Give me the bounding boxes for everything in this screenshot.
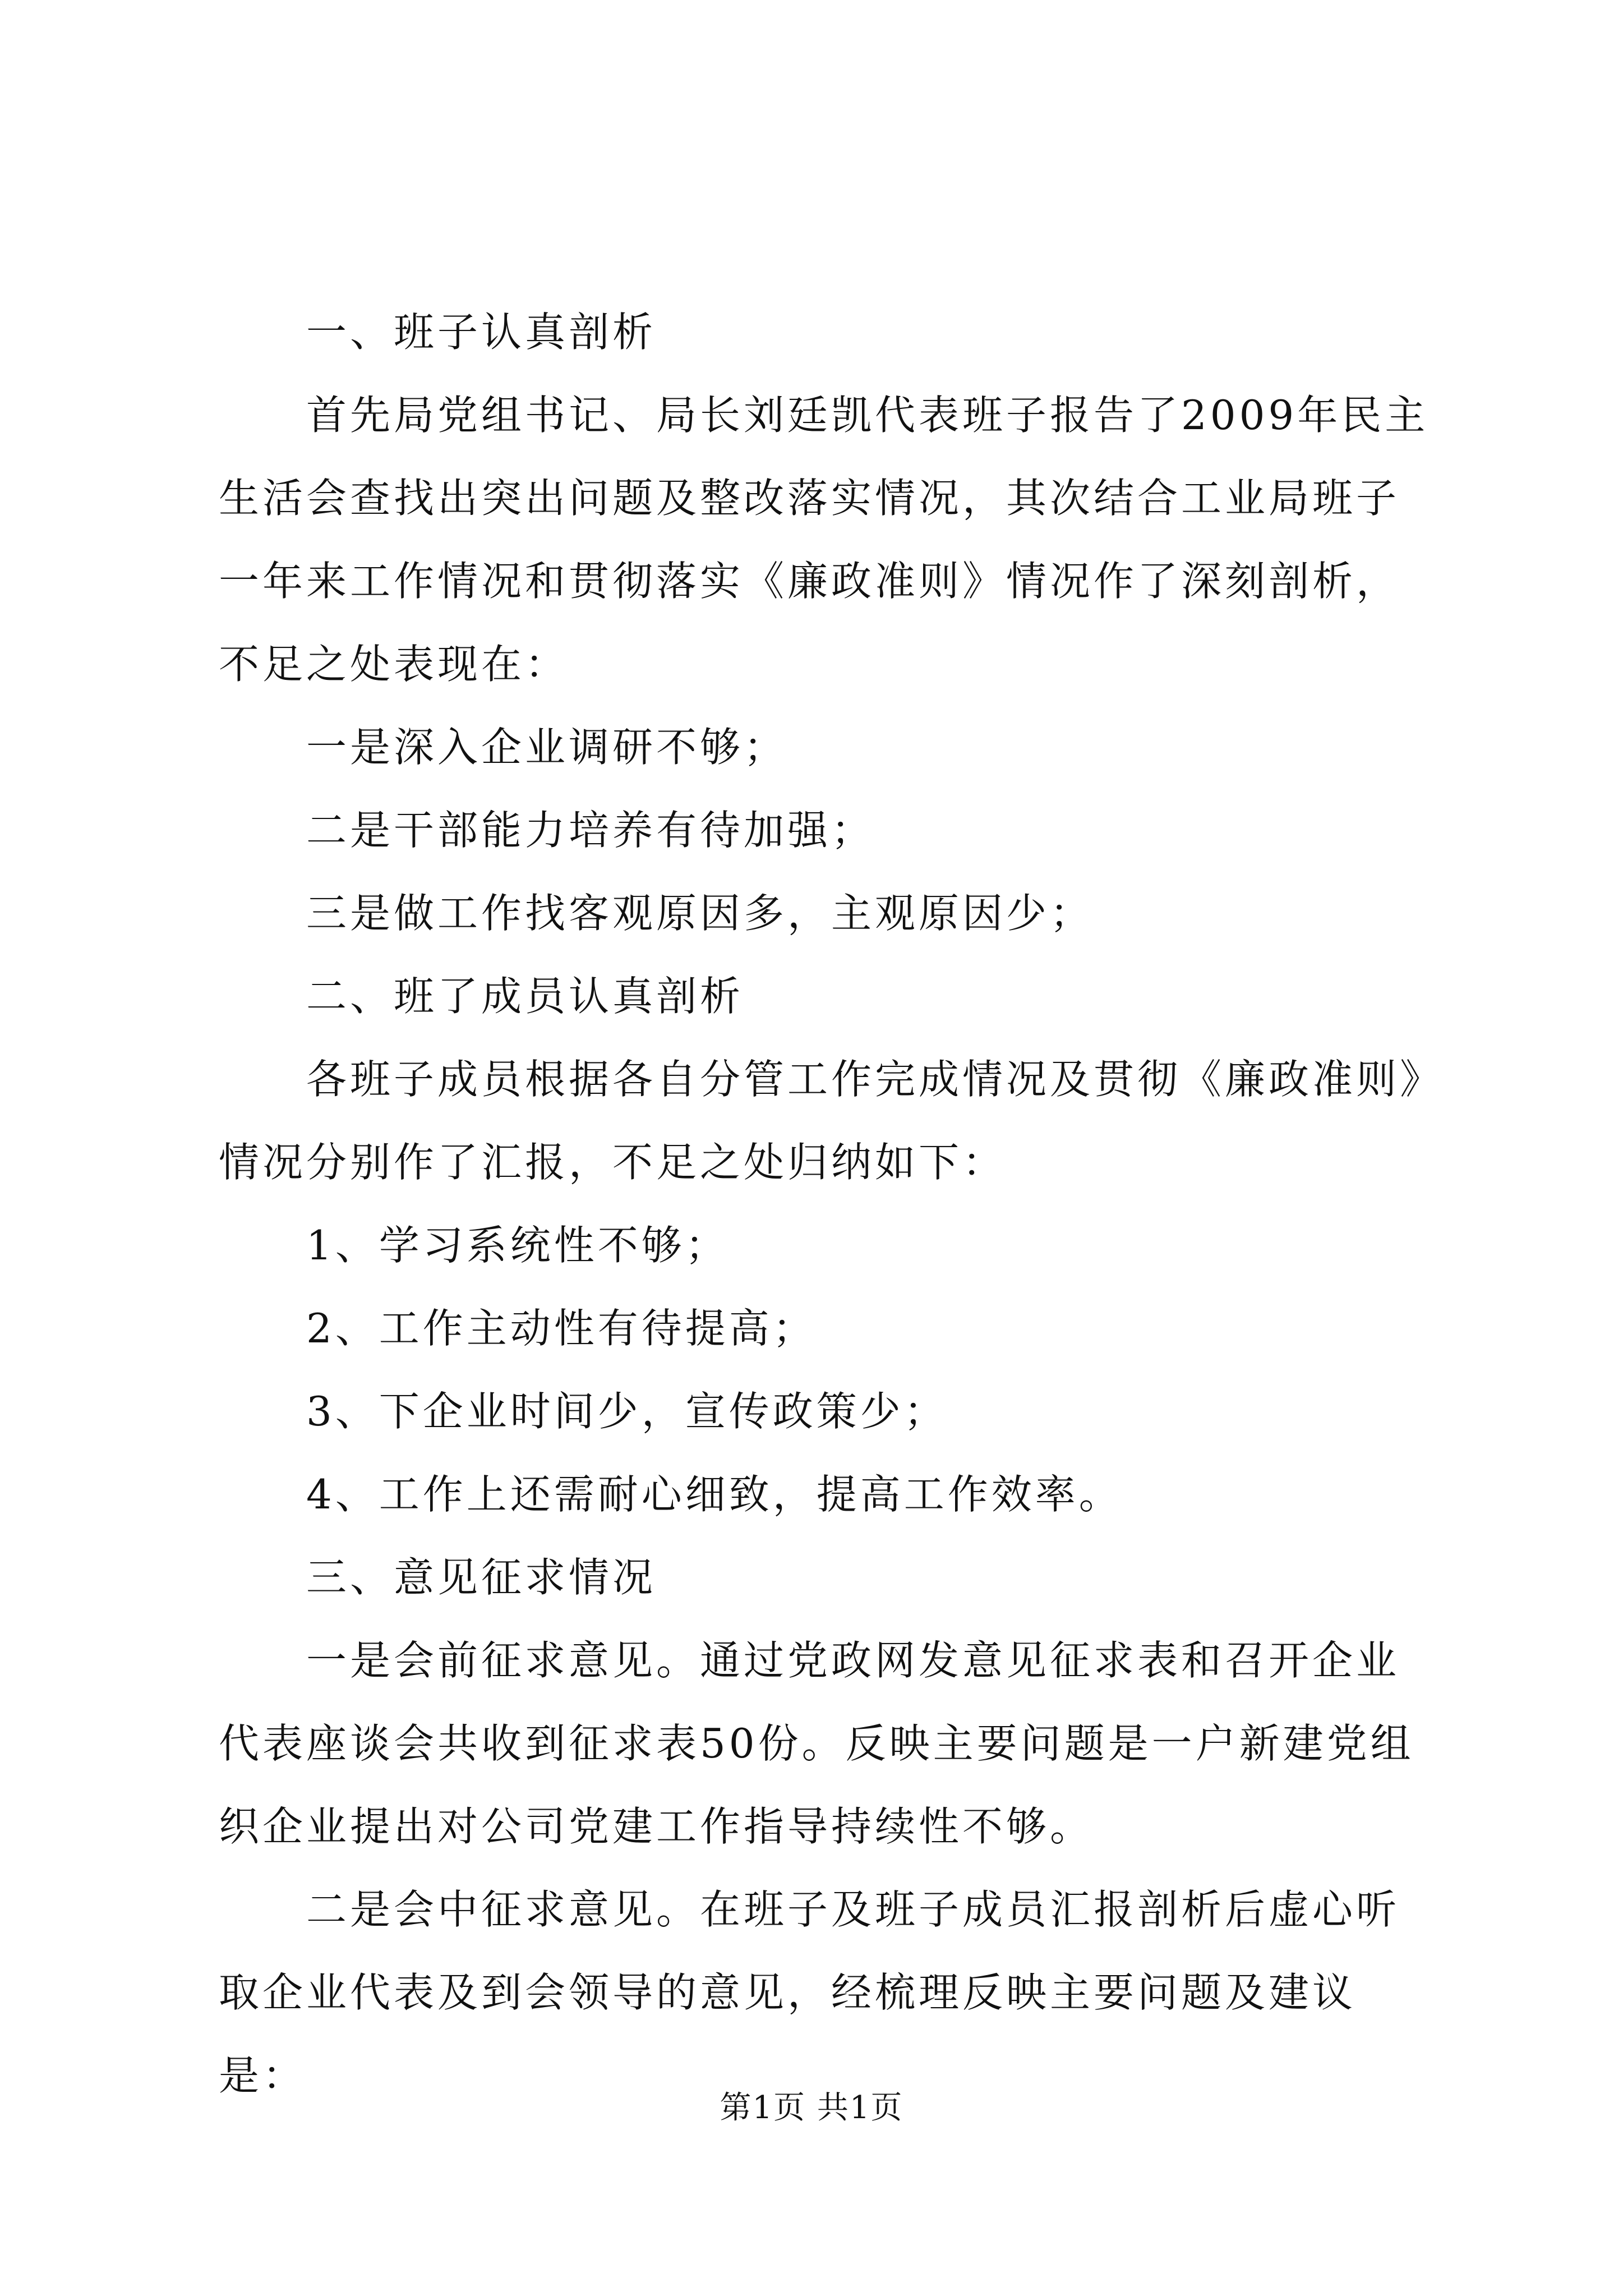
list-item: 3、下企业时间少，宣传政策少；: [306, 1388, 948, 1435]
page-footer: 第1页 共1页: [720, 2090, 903, 2126]
list-item: 4、工作上还需耐心细致，提高工作效率。: [306, 1471, 1123, 1518]
paragraph-report: 首先局党组书记、局长刘廷凯代表班子报告了2009年民主生活会查找出突出问题及整改落实情况，其次结合工业局班子一年来工作情况和贯彻落实《廉政准则》情况作了深刻剖析，不足之处表现在：: [219, 392, 1429, 688]
paragraph-pre-meeting: 一是会前征求意见。通过党政网发意见征求表和召开企业代表座谈会共收到征求表50份。反映主要问题是一户新建党组织企业提出对公司党建工作指导持续性不够。: [219, 1637, 1414, 1850]
list-item: 三是做工作找客观原因多，主观原因少；: [306, 890, 1094, 937]
paragraph-in-meeting: 二是会中征求意见。在班子及班子成员汇报剖析后虚心听取企业代表及到会领导的意见，经梳理反映主要问题及建议是：: [219, 1886, 1400, 2099]
list-item: 2、工作主动性有待提高；: [306, 1305, 817, 1352]
list-item: 1、学习系统性不够；: [306, 1222, 729, 1269]
section-heading-3: 三、意见征求情况: [306, 1554, 657, 1601]
section-heading-2: 二、班了成员认真剖析: [306, 973, 744, 1020]
paragraph-members-report: 各班子成员根据各自分管工作完成情况及贯彻《廉政准则》情况分别作了汇报，不足之处归纳如下：: [219, 1056, 1424, 1186]
section-heading-1: 一、班子认真剖析: [306, 309, 657, 356]
list-item: 一是深入企业调研不够；: [306, 724, 788, 771]
document-body: [219, 291, 1430, 2117]
list-item: 二是干部能力培养有待加强；: [306, 807, 875, 854]
